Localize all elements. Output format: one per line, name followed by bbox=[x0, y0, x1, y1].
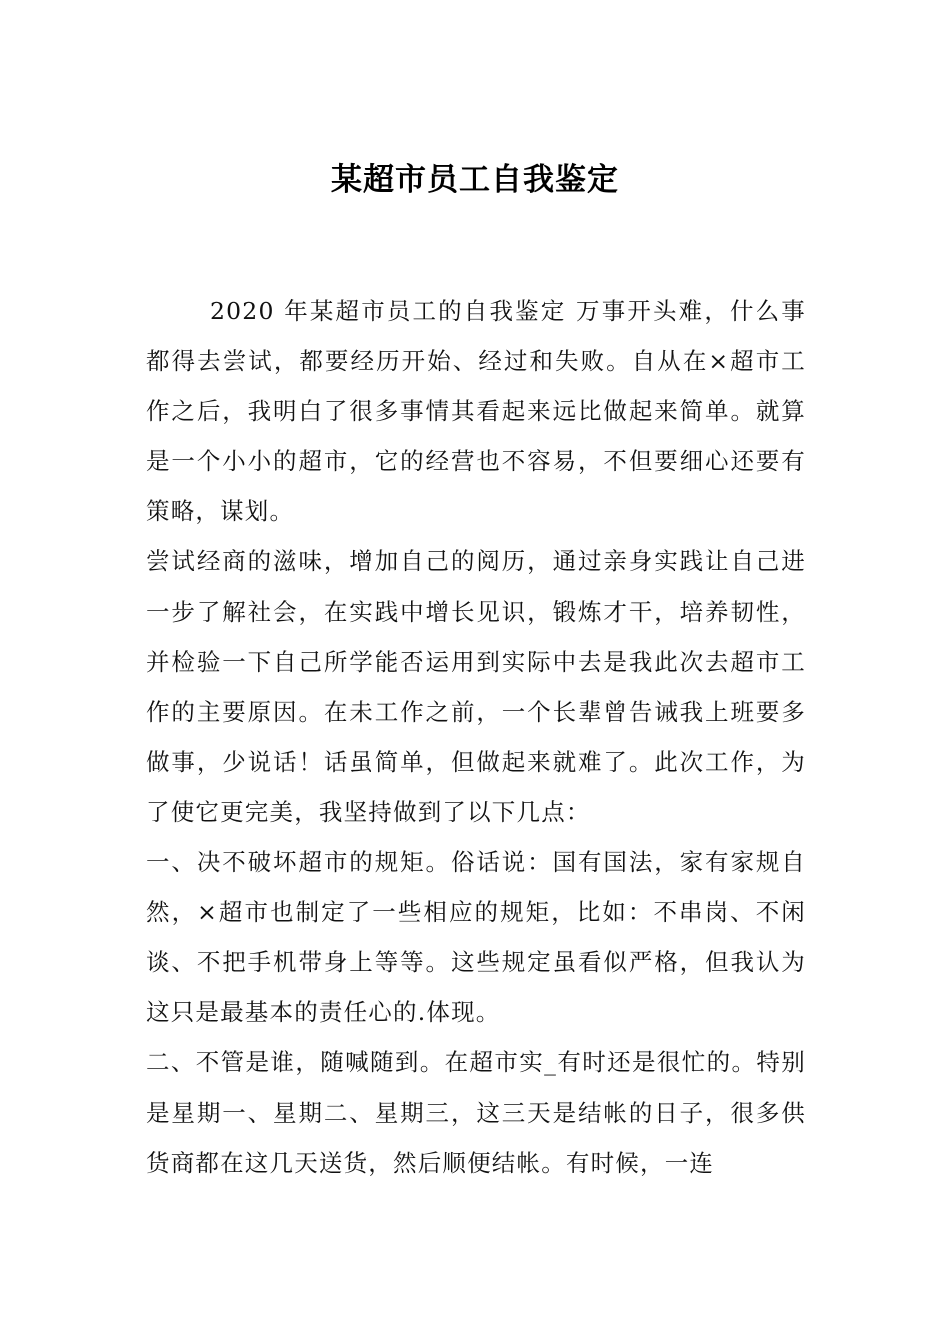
paragraph-point-one: 一、决不破坏超市的规矩。俗话说：国有国法，家有家规自然，×超市也制定了一些相应的规矩，比如：不串岗、不闲谈、不把手机带身上等等。这些规定虽看似严格，但我认为这只是最基本的责任心的.体现。 bbox=[146, 848, 806, 1027]
paragraph-intro: 2020 年某超市员工的自我鉴定 万事开头难，什么事都得去尝试，都要经历开始、经过和失败。自从在×超市工作之后，我明白了很多事情其看起来远比做起来简单。就算是一个小小的超市，它的经营也不容易，不但要细心还要有策略，谋划。 bbox=[146, 297, 806, 526]
document-body bbox=[146, 286, 806, 1188]
paragraph-point-two: 二、不管是谁，随喊随到。在超市实_有时还是很忙的。特别是星期一、星期二、星期三，这三天是结帐的日子，很多供货商都在这几天送货，然后顺便结帐。有时候，一连 bbox=[146, 1048, 806, 1177]
paragraph-reasons: 尝试经商的滋味，增加自己的阅历，通过亲身实践让自己进一步了解社会，在实践中增长见识，锻炼才干，培养韧性，并检验一下自己所学能否运用到实际中去是我此次去超市工作的主要原因。在未工作之前，一个长辈曾告诫我上班要多做事，少说话！话虽简单，但做起来就难了。此次工作，为了使它更完美，我坚持做到了以下几点： bbox=[146, 547, 806, 826]
document-title: 某超市员工自我鉴定 bbox=[331, 162, 619, 198]
